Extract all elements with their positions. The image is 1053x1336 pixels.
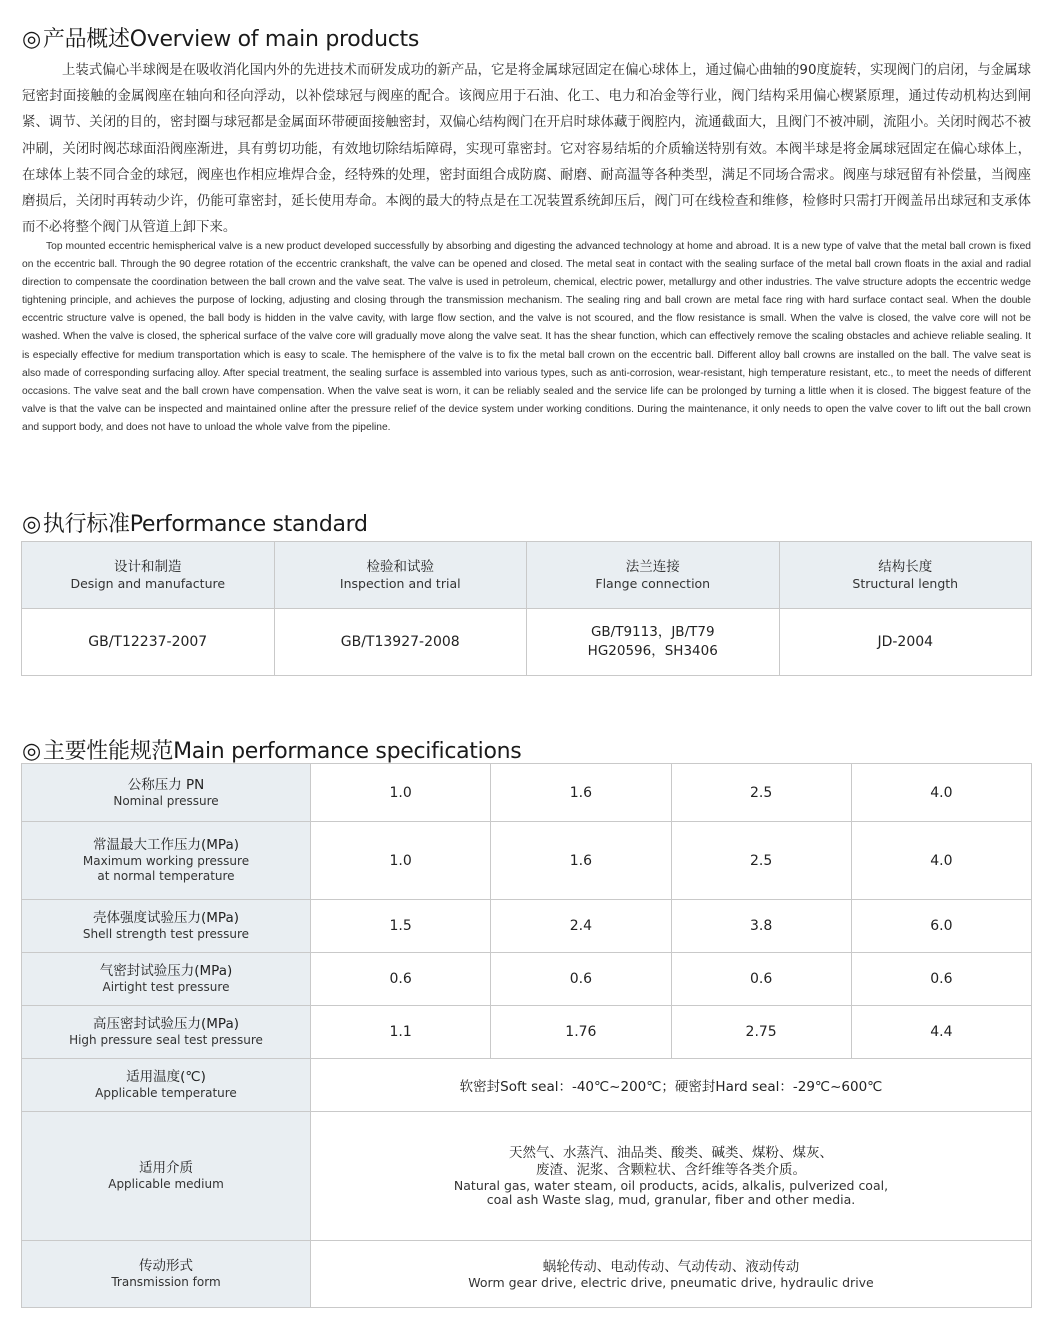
label-en: at normal temperature bbox=[97, 869, 235, 883]
label-cn: 适用温度(℃) bbox=[126, 1069, 206, 1085]
label-en: Applicable medium bbox=[108, 1177, 224, 1191]
table-cell: 4.4 bbox=[851, 1006, 1031, 1059]
label-en: Maximum working pressure bbox=[82, 854, 250, 868]
label-cn: 适用介质 bbox=[139, 1160, 193, 1176]
header-en: Structural length bbox=[852, 576, 959, 591]
row-label bbox=[22, 822, 311, 900]
table-cell: 0.6 bbox=[311, 953, 491, 1006]
label-cn: 传动形式 bbox=[139, 1258, 193, 1274]
row-label bbox=[22, 953, 311, 1006]
overview-title bbox=[22, 22, 419, 53]
table-row bbox=[22, 1006, 1032, 1059]
standard-table bbox=[21, 541, 1032, 676]
standard-header-row bbox=[22, 542, 1032, 609]
table-cell: 3.8 bbox=[671, 900, 851, 953]
table-cell: 2.5 bbox=[671, 764, 851, 822]
flange-line: HG20596，SH3406 bbox=[587, 643, 718, 659]
overview-english-paragraph: Top mounted eccentric hemispherical valve is a new product developed successfully by absorbing and digesting the advanced technology at home and abroad. It is a new type of valve that the metal ball crown is fixed on the eccentric ball. Through the 90 degree rotation of the eccentric crankshaft, the valve can be opened and closed. The metal seat in contact with the sealing surface of the metal ball crown floats in the axial and radial direction to compensate the coordination between the ball crown and the valve seat. The valve is used in petroleum, chemical, electric power, metallurgy and other industries. The valve structure adopts the eccentric wedge tightening principle, and achieves the purpose of locking, adjusting and closing through the transmission mechanism. The sealing ring and ball crown are metal face ring with hard surface contact seal. When the double eccentric structure valve is opened, the ball body is hidden in the valve cavity, with large flow section, and the valve is not scoured, and the flow resistance is small. When the valve is closed, the valve core will not be washed. When the valve is closed, the spherical surface of the valve core will gradually move along the valve seat. It has the shear function, which can effectively remove the scaling obstacles and achieve reliable sealing. It is especially effective for medium transportation which is easy to scale. The hemisphere of the valve is to fix the metal ball crown on the eccentric ball. Different alloy ball crowns are installed on the ball. The valve seat is also made of corresponding surfacing alloy. After special treatment, the sealing surface is assembled into various types, such as anti-corrosion, wear-resistant, high temperature resistant, etc., to meet the needs of different occasions. The valve seat and the ball crown have compensation. When the valve seat is worn, it can be reliably sealed and the service life can be prolonged by turning a little when it is closed. The biggest feature of the valve is that the valve can be inspected and maintained online after the pressure relief of the device system under working conditions. During the maintenance, it only needs to open the valve cover to lift out the ball crown and support body, and does not have to unload the whole valve from the pipeline. bbox=[22, 241, 1031, 433]
header-cn: 设计和制造 bbox=[114, 559, 182, 575]
row-label bbox=[22, 764, 311, 822]
table-cell: 2.75 bbox=[671, 1006, 851, 1059]
medium-en-line: coal ash Waste slag, mud, granular, fiber and other media. bbox=[486, 1192, 856, 1207]
flange-standard-value bbox=[527, 609, 780, 676]
header-en: Flange connection bbox=[595, 576, 711, 591]
overview-title-text: 产品概述Overview of main products bbox=[42, 27, 420, 52]
temperature-value: 软密封Soft seal：-40℃~200℃；硬密封Hard seal：-29℃~600℃ bbox=[311, 1059, 1032, 1112]
table-cell: 1.0 bbox=[311, 764, 491, 822]
label-cn: 气密封试验压力(MPa) bbox=[99, 963, 233, 979]
table-cell: 0.6 bbox=[851, 953, 1031, 1006]
table-cell: 0.6 bbox=[491, 953, 671, 1006]
transmission-en: Worm gear drive, electric drive, pneumatic drive, hydraulic drive bbox=[468, 1274, 874, 1290]
table-cell: 2.4 bbox=[491, 900, 671, 953]
table-cell: 0.6 bbox=[671, 953, 851, 1006]
row-label bbox=[22, 1112, 311, 1241]
circle-bullet-icon: ◎ bbox=[22, 739, 41, 764]
table-cell: 6.0 bbox=[851, 900, 1031, 953]
label-cn: 高压密封试验压力(MPa) bbox=[93, 1016, 239, 1032]
specs-title bbox=[22, 734, 521, 765]
table-row bbox=[22, 1241, 1032, 1308]
circle-bullet-icon: ◎ bbox=[22, 27, 41, 52]
row-label bbox=[22, 900, 311, 953]
specs-table bbox=[21, 763, 1032, 1308]
header-en: Inspection and trial bbox=[339, 576, 461, 591]
transmission-value bbox=[311, 1241, 1032, 1308]
table-row bbox=[22, 822, 1032, 900]
inspection-standard-value: GB/T13927-2008 bbox=[274, 609, 527, 676]
table-cell: 1.0 bbox=[311, 822, 491, 900]
label-en: Nominal pressure bbox=[113, 793, 219, 808]
standard-value-row bbox=[22, 609, 1032, 676]
standard-header-cell bbox=[22, 542, 275, 609]
table-cell: 4.0 bbox=[851, 822, 1031, 900]
header-cn: 检验和试验 bbox=[366, 559, 434, 575]
length-standard-value: JD-2004 bbox=[779, 609, 1032, 676]
table-cell: 1.5 bbox=[311, 900, 491, 953]
medium-cn-line: 天然气、水蒸汽、油品类、酸类、碱类、煤粉、煤灰、 bbox=[509, 1145, 833, 1161]
design-standard-value: GB/T12237-2007 bbox=[22, 609, 275, 676]
label-en: Transmission form bbox=[111, 1275, 221, 1289]
header-en: Design and manufacture bbox=[70, 576, 226, 591]
medium-en-line: Natural gas, water steam, oil products, acids, alkalis, pulverized coal, bbox=[453, 1178, 889, 1193]
header-cn: 结构长度 bbox=[878, 559, 933, 575]
label-en: Applicable temperature bbox=[95, 1086, 237, 1100]
flange-line: GB/T9113，JB/T79 bbox=[590, 624, 715, 640]
circle-bullet-icon: ◎ bbox=[22, 512, 41, 537]
table-cell: 1.76 bbox=[491, 1006, 671, 1059]
overview-chinese-paragraph: 上装式偏心半球阀是在吸收消化国内外的先进技术而研发成功的新产品，它是将金属球冠固定在偏心球体上，通过偏心曲轴的90度旋转，实现阀门的启闭，与金属球冠密封面接触的金属阀座在轴向和径向浮动，以补偿球冠与阀座的配合。该阀应用于石油、化工、电力和冶金等行业，阀门结构采用偏心楔紧原理，通过传动机构达到闸紧、调节、关闭的目的，密封圈与球冠都是金属面环带硬面接触密封，双偏心结构阀门在开启时球体藏于阀腔内，流通截面大，且阀门不被冲刷，流阻小。关闭时阀芯不被冲刷，关闭时阀芯球面沿阀座渐进，具有剪切功能，有效地切除结垢障碍，实现可靠密封。它对容易结垢的介质输送特别有效。本阀半球是将金属球冠固定在偏心球体上，在球体上装不同合金的球冠，阀座也作相应堆焊合金，经特殊的处理，密封面组合成防腐、耐磨、耐高温等各种类型，满足不同场合需求。阀座与球冠留有补偿量，当阀座磨损后，关闭时再转动少许，仍能可靠密封，延长使用寿命。本阀的最大的特点是在工况装置系统卸压后，阀门可在线检查和维修，检修时只需打开阀盖吊出球冠和支承体而不必将整个阀门从管道上卸下来。 bbox=[22, 63, 1031, 236]
label-en: Shell strength test pressure bbox=[82, 927, 250, 941]
row-label bbox=[22, 1059, 311, 1112]
label-cn: 公称压力 PN bbox=[127, 776, 205, 793]
table-row bbox=[22, 764, 1032, 822]
row-label bbox=[22, 1241, 311, 1308]
medium-value bbox=[311, 1112, 1032, 1241]
standard-header-cell bbox=[274, 542, 527, 609]
label-cn: 壳体强度试验压力(MPa) bbox=[93, 910, 239, 926]
specs-title-text: 主要性能规范Main performance specifications bbox=[42, 739, 522, 764]
standard-header-cell bbox=[779, 542, 1032, 609]
standard-title bbox=[22, 507, 368, 538]
table-cell: 4.0 bbox=[851, 764, 1031, 822]
table-row bbox=[22, 1112, 1032, 1241]
label-en: Airtight test pressure bbox=[102, 980, 230, 994]
label-cn: 常温最大工作压力(MPa) bbox=[93, 837, 239, 853]
row-label bbox=[22, 1006, 311, 1059]
table-cell: 2.5 bbox=[671, 822, 851, 900]
table-cell: 1.1 bbox=[311, 1006, 491, 1059]
standard-title-text: 执行标准Performance standard bbox=[42, 512, 368, 537]
label-en: High pressure seal test pressure bbox=[69, 1033, 263, 1047]
header-cn: 法兰连接 bbox=[625, 559, 680, 575]
table-row bbox=[22, 900, 1032, 953]
table-row bbox=[22, 953, 1032, 1006]
standard-header-cell bbox=[527, 542, 780, 609]
transmission-cn: 蜗轮传动、电动传动、气动传动、液动传动 bbox=[542, 1258, 800, 1275]
medium-cn-line: 废渣、泥浆、含颗粒状、含纤维等各类介质。 bbox=[536, 1162, 806, 1178]
table-row bbox=[22, 1059, 1032, 1112]
table-cell: 1.6 bbox=[491, 764, 671, 822]
table-cell: 1.6 bbox=[491, 822, 671, 900]
